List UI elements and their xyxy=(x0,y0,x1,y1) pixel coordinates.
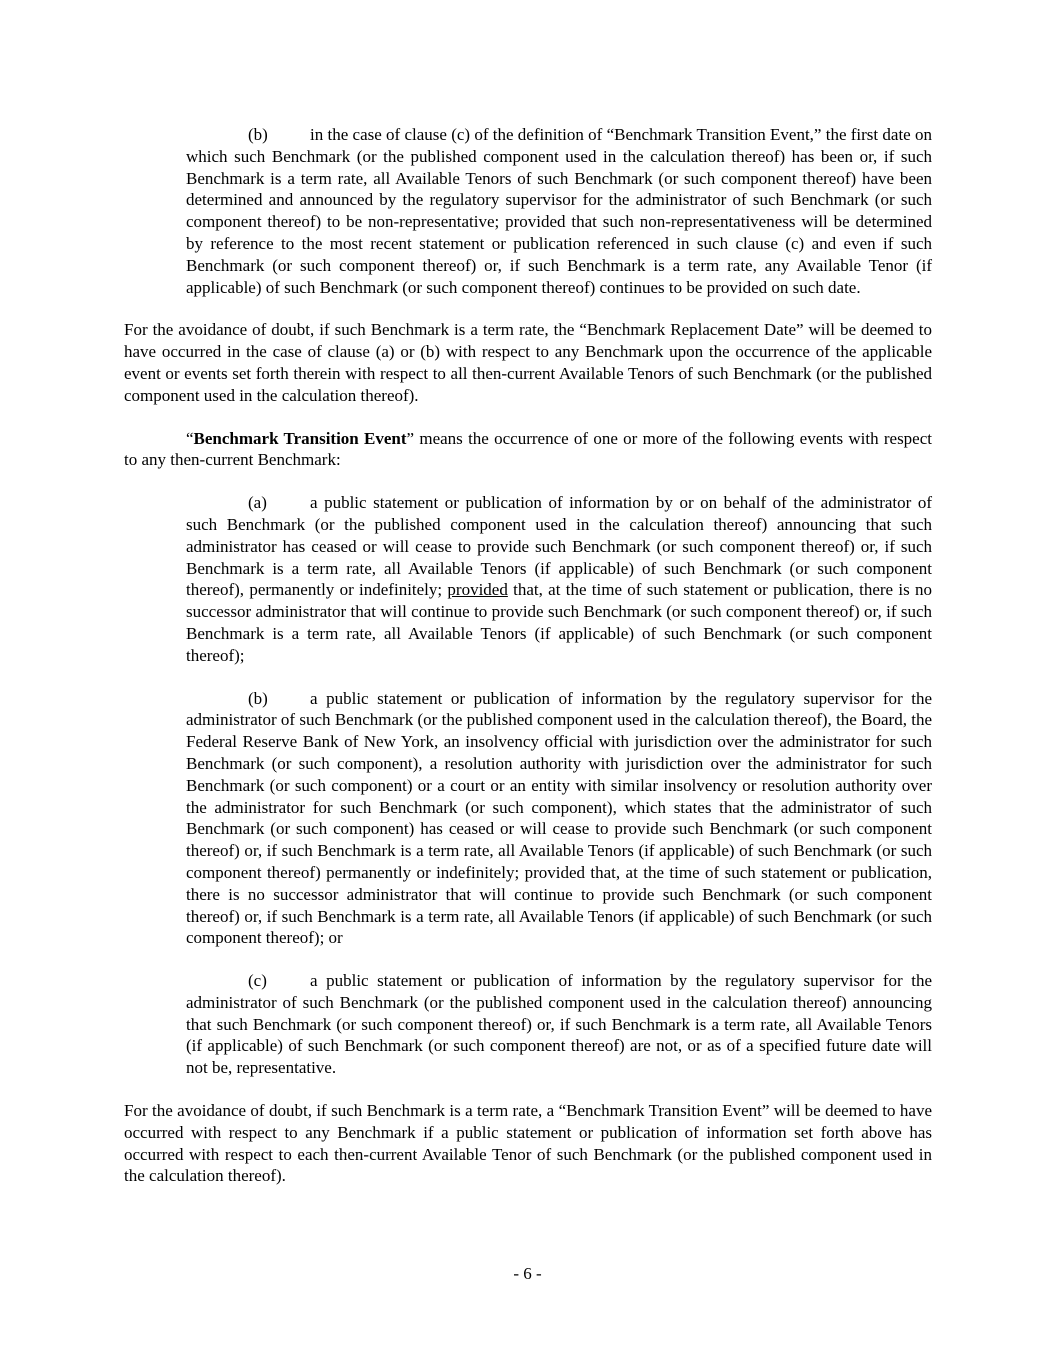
clause-b xyxy=(186,688,932,950)
open-quote: “ xyxy=(186,428,194,448)
avoidance-of-doubt-paragraph-2: For the avoidance of doubt, if such Benchmark is a term rate, a “Benchmark Transition Event” will be deemed to have occurred with respect to any Benchmark if a public statement or publication of information set forth above has occurred with respect to each then-current Available Tenor of such Benchmark (or the published component used in the calculation thereof). xyxy=(124,1101,932,1186)
clause-label: (c) xyxy=(248,971,267,991)
clause-a xyxy=(186,492,932,666)
page-number: - 6 - xyxy=(513,1264,542,1283)
clause-c xyxy=(186,970,932,1079)
clause-text: a public statement or publication of information by the regulatory supervisor for the administrator of such Benchmark (or the published component used in the calculation thereof), the Board, the Federal Reserve Bank of New York, an insolvency official with jurisdiction over the administrator for such Benchmark (or such component), a resolution authority with jurisdiction over the administrator for such Benchmark (or such component) or a court or an entity with similar insolvency or resolution authority over the administrator for such Benchmark (or such component), which states that the administrator of such Benchmark (or such component) has ceased or will cease to provide such Benchmark (or such component thereof) or, if such Benchmark is a term rate, all Available Tenors (if applicable) of such Benchmark (or such component thereof) permanently or indefinitely; provided that, at the time of such statement or publication, there is no successor administrator that will continue to provide such Benchmark (or such component thereof) or, if such Benchmark is a term rate, all Available Tenors (if applicable) of such Benchmark (or such component thereof); or xyxy=(186,688,932,948)
clause-text: in the case of clause (c) of the definition of “Benchmark Transition Event,” the first date on which such Benchmark (or the published component used in the calculation thereof) has been or, if such Benchmark is a term rate, all Available Tenors of such Benchmark (or such component thereof) have been determined and announced by the regulatory supervisor for the administrator of such Benchmark (or such component thereof) to be non-representative; provided that such non-representativeness will be determined by reference to the most recent statement or publication referenced in such clause (c) and even if such Benchmark (or such component thereof) or, if such Benchmark is a term rate, any Available Tenor (if applicable) of such Benchmark (or such component thereof) continues to be provided on such date. xyxy=(186,125,932,297)
underlined-provided: provided xyxy=(447,580,508,600)
clause-label: (b) xyxy=(248,125,268,144)
document-page xyxy=(124,124,932,1208)
clause-b-replacement-date xyxy=(186,124,932,298)
definition-text: ” means the occurrence of one or more of the following events with respect to any then-current Benchmark: xyxy=(124,428,932,470)
clause-text: a public statement or publication of information by or on behalf of the administrator of such Benchmark (or the published component used in the calculation thereof) announcing that such administrator has ceased or will cease to provide such Benchmark (or such component thereof) or, if such Benchmark is a term rate, all Available Tenors (if applicable) of such Benchmark (or such component thereof), permanently or indefinitely; xyxy=(186,493,932,600)
clause-text-continued: that, at the time of such statement or publication, there is no successor administrator that will continue to provide such Benchmark (or such component thereof) or, if such Benchmark is a term rate, all Available Tenors (if applicable) of such Benchmark (or such component thereof); xyxy=(186,580,932,665)
avoidance-of-doubt-paragraph: For the avoidance of doubt, if such Benchmark is a term rate, the “Benchmark Replacement Date” will be deemed to have occurred in the case of clause (a) or (b) with respect to any Benchmark upon the occurrence of the applicable event or events set forth therein with respect to all then-current Available Tenors of such Benchmark (or the published component used in the calculation thereof). xyxy=(124,320,932,405)
clause-label: (a) xyxy=(248,493,267,513)
definition-paragraph xyxy=(124,428,932,472)
clause-label: (b) xyxy=(248,688,268,708)
defined-term: Benchmark Transition Event xyxy=(193,428,407,448)
clause-text: a public statement or publication of information by the regulatory supervisor for the administrator of such Benchmark (or the published component used in the calculation thereof) announcing that such Benchmark (or such component thereof) or, if such Benchmark is a term rate, all Available Tenors (if applicable) of such Benchmark (or such component thereof) are not, or as of a specified future date will not be, representative. xyxy=(186,971,932,1078)
